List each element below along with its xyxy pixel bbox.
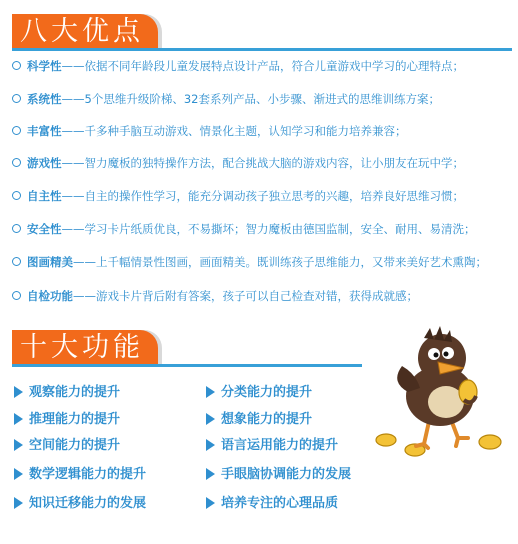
triangle-bullet-icon <box>14 386 23 398</box>
merit-desc: ——学习卡片纸质优良，不易撕坏；智力魔板由德国监制，安全、耐用、易清洗； <box>61 222 476 236</box>
merit-desc: ——游戏卡片背后附有答案，孩子可以自己检查对错，获得成就感； <box>73 289 418 303</box>
circle-bullet-icon <box>12 94 21 103</box>
ability-item <box>206 435 338 457</box>
abilities-section-title: 十大功能 <box>12 330 158 366</box>
ability-item <box>206 493 338 515</box>
merit-term: 安全性 <box>27 222 62 236</box>
circle-bullet-icon <box>12 158 21 167</box>
merit-desc: ——5个思维升级阶梯、32套系列产品、小步骤、渐进式的思维训练方案； <box>61 92 440 106</box>
merit-desc: ——智力魔板的独特操作方法，配合挑战大脑的游戏内容，让小朋友在玩中学； <box>61 156 464 170</box>
ability-label: 想象能力的提升 <box>221 412 313 427</box>
ability-item <box>14 382 120 404</box>
abilities-section-divider <box>12 364 362 367</box>
triangle-bullet-icon <box>206 413 215 425</box>
ability-item <box>14 409 120 431</box>
merit-term: 图画精美 <box>27 255 73 269</box>
ability-item <box>14 435 120 457</box>
circle-bullet-icon <box>12 191 21 200</box>
merit-item <box>12 219 512 239</box>
ability-item <box>14 464 146 486</box>
merit-item <box>12 121 512 141</box>
merit-item <box>12 186 512 206</box>
merit-item <box>12 56 512 76</box>
triangle-bullet-icon <box>14 497 23 509</box>
merit-term: 系统性 <box>27 92 62 106</box>
merit-item <box>12 286 512 306</box>
triangle-bullet-icon <box>206 497 215 509</box>
merit-desc: ——自主的操作性学习，能充分调动孩子独立思考的兴趣，培养良好思维习惯； <box>61 189 464 203</box>
ability-item <box>206 464 351 486</box>
circle-bullet-icon <box>12 224 21 233</box>
merit-desc: ——上千幅情景性图画，画面精美。既训练孩子思维能力，又带来美好艺术熏陶； <box>73 255 487 269</box>
merit-desc: ——依据不同年龄段儿童发展特点设计产品，符合儿童游戏中学习的心理特点； <box>61 59 464 73</box>
merit-item <box>12 252 512 272</box>
merit-term: 自主性 <box>27 189 62 203</box>
circle-bullet-icon <box>12 291 21 300</box>
ability-item <box>14 493 146 515</box>
merit-item <box>12 153 512 173</box>
circle-bullet-icon <box>12 61 21 70</box>
merit-term: 游戏性 <box>27 156 62 170</box>
ability-label: 培养专注的心理品质 <box>221 496 339 511</box>
circle-bullet-icon <box>12 126 21 135</box>
ability-label: 手眼脑协调能力的发展 <box>221 467 352 482</box>
ability-label: 数学逻辑能力的提升 <box>29 467 147 482</box>
ability-label: 语言运用能力的提升 <box>221 438 339 453</box>
ability-label: 空间能力的提升 <box>29 438 121 453</box>
merit-item <box>12 89 512 109</box>
ability-label: 分类能力的提升 <box>221 385 313 400</box>
ability-label: 推理能力的提升 <box>29 412 121 427</box>
merits-section-title: 八大优点 <box>12 14 158 50</box>
bird-mascot-icon <box>372 322 512 462</box>
triangle-bullet-icon <box>206 439 215 451</box>
circle-bullet-icon <box>12 257 21 266</box>
ability-label: 知识迁移能力的发展 <box>29 496 147 511</box>
merit-desc: ——千多种手脑互动游戏、情景化主题，认知学习和能力培养兼容； <box>61 124 407 138</box>
ability-label: 观察能力的提升 <box>29 385 121 400</box>
triangle-bullet-icon <box>206 468 215 480</box>
merit-term: 科学性 <box>27 59 62 73</box>
triangle-bullet-icon <box>14 439 23 451</box>
ability-item <box>206 409 312 431</box>
triangle-bullet-icon <box>206 386 215 398</box>
merits-section-divider <box>12 48 512 51</box>
ability-item <box>206 382 312 404</box>
triangle-bullet-icon <box>14 468 23 480</box>
merit-term: 丰富性 <box>27 124 62 138</box>
triangle-bullet-icon <box>14 413 23 425</box>
merit-term: 自检功能 <box>27 289 73 303</box>
